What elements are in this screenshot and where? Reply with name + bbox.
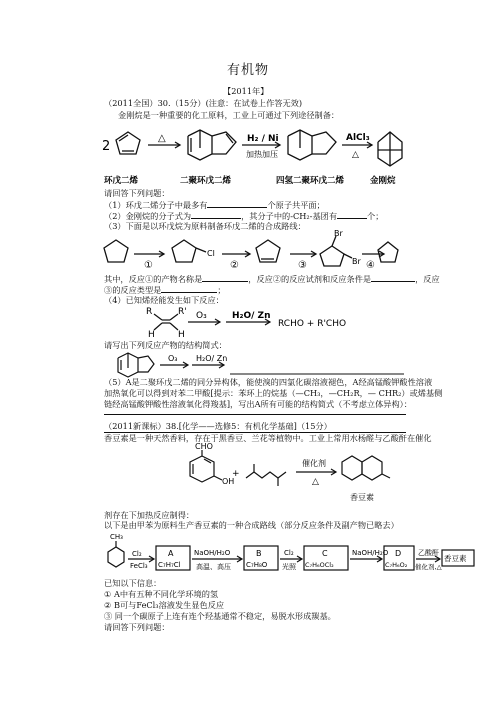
svg-text:光照: 光照 (282, 563, 296, 571)
label-cyclopentadiene: 环戊二烯 (104, 176, 139, 186)
svg-text:催化剂: 催化剂 (302, 459, 326, 468)
tetrahydrodicyclopentadiene-structure (288, 130, 336, 160)
q1-item3: （3）下面是以环戊烷为原料制备环戊二烯的合成路线： (104, 221, 306, 231)
q1-item4: （4）已知烯烃能发生如下反应： (104, 295, 224, 305)
q1-item5-line2: 加热氧化可以得到对苯二甲酸[提示：苯环上的烷基（—CH₃，—CH₂R，— CHR₂）或烯基侧 (104, 388, 443, 398)
label-dicyclopentadiene: 二聚环戊二烯 (180, 176, 232, 186)
svg-text:H₂O/ Zn: H₂O/ Zn (196, 354, 228, 363)
page-title: 有机物 (226, 63, 269, 78)
svg-text:H: H (178, 330, 185, 340)
svg-text:FeCl₃: FeCl₃ (130, 562, 148, 570)
label-adamantane: 金刚烷 (370, 176, 396, 186)
svg-text:Cl: Cl (207, 249, 215, 258)
svg-text:②: ② (230, 260, 239, 271)
q2-info2: ② B可与FeCl₃溶液发生显色反应 (104, 600, 225, 610)
adamantane-structure (378, 132, 402, 166)
svg-text:Cl₂: Cl₂ (284, 549, 294, 557)
svg-text:R': R' (178, 307, 187, 317)
svg-text:Br: Br (352, 257, 361, 266)
svg-text:C₇H₆OCl₂: C₇H₆OCl₂ (305, 561, 334, 569)
adamantane-synthesis-scheme (100, 120, 410, 190)
salicylaldehyde-structure (190, 456, 214, 482)
q2-intro: 香豆素是一种天然香料，存在于黑香豆、兰花等植物中。工业上常用水杨醛与乙酸酐在催化 (104, 433, 432, 443)
svg-text:NaOH/H₂O: NaOH/H₂O (194, 549, 231, 557)
ozonolysis-scheme (140, 304, 380, 340)
toluene-route-scheme (100, 530, 476, 578)
svg-text:香豆素: 香豆素 (444, 554, 467, 563)
svg-text:△: △ (312, 477, 319, 487)
svg-text:香豆素: 香豆素 (350, 493, 374, 502)
q2-known: 已知以下信息： (104, 578, 162, 588)
q1-item5-line1: （5）A是二聚环戊二烯的同分异构体，能使溴的四氯化碳溶液褪色，A经高锰酸钾酸性溶液 (104, 377, 433, 387)
svg-text:H₂O/ Zn: H₂O/ Zn (232, 311, 271, 321)
svg-text:NaOH/H₂O: NaOH/H₂O (352, 549, 389, 557)
svg-text:Cl₂: Cl₂ (132, 550, 142, 558)
q2-info3: ③ 同一个碳原子上连有连个羟基通常不稳定，易脱水形成羰基。 (104, 611, 336, 621)
svg-text:③: ③ (298, 260, 307, 271)
svg-text:+: + (232, 469, 240, 479)
q1-item4-question: 请写出下列反应产物的结构简式： (104, 340, 227, 350)
coumarin-synthesis-scheme (170, 442, 400, 508)
svg-text:D: D (395, 549, 402, 558)
svg-text:CH₃: CH₃ (110, 533, 123, 541)
svg-text:O₃: O₃ (168, 354, 178, 363)
toluene-structure (108, 547, 124, 567)
svg-text:Br: Br (334, 230, 343, 238)
q1-item3-question: 其中，反应①的产物名称是 ，反应②的反应试剂和反应条件是 ，反应 (104, 274, 440, 284)
svg-text:①: ① (144, 260, 153, 271)
dicyclopentadiene-structure (188, 130, 236, 160)
dcpd-ozonolysis-scheme (112, 350, 412, 378)
svg-text:A: A (168, 549, 174, 558)
q2-info1: ① A中有五种不同化学环境的氢 (104, 589, 219, 599)
svg-text:C₇H₈O: C₇H₈O (246, 561, 268, 569)
q1-answer-prompt: 请回答下列问题： (104, 188, 170, 198)
q2-line2: 剂存在下加热反应制得： (104, 510, 195, 520)
coefficient-2: 2 (102, 139, 111, 154)
q2-line3: 以下是由甲苯为原料生产香豆素的一种合成路线（部分反应条件及副产物已略去） (104, 520, 399, 530)
svg-text:H: H (148, 330, 155, 340)
coumarin-structure (342, 456, 390, 480)
q1-header: （2011全国）30.（15分）(注意：在试卷上作答无效) (104, 98, 303, 108)
svg-text:乙酸酐: 乙酸酐 (418, 549, 439, 557)
label-tetrahydro: 四氢二聚环戊二烯 (276, 176, 345, 186)
svg-text:OH: OH (222, 477, 235, 486)
q1-item2: （2）金刚烷的分子式为 ，其分子中的-CH₂-基团有 个； (104, 211, 384, 221)
svg-text:C₇H₆O₂: C₇H₆O₂ (385, 561, 408, 569)
svg-text:C₇H₇Cl: C₇H₇Cl (158, 561, 181, 569)
svg-text:④: ④ (366, 260, 375, 271)
q2-header: （2011新课标）38.[化学——选修5：有机化学基础]（15分） (104, 421, 332, 431)
svg-text:催化剂,△: 催化剂,△ (415, 563, 442, 571)
svg-text:CHO: CHO (195, 442, 213, 451)
cyclopentadiene-route-scheme (100, 230, 400, 274)
svg-text:C: C (322, 549, 328, 558)
q1-item5-line3: 链经高锰酸钾酸性溶液氧化得羧基]，写出A所有可能的结构简式（不考虑立体异构）： (104, 399, 412, 409)
year-tag: 【2011年】 (223, 86, 269, 96)
answer-line (104, 414, 406, 415)
acetic-anhydride-structure (246, 472, 286, 478)
svg-text:H₂ / Ni: H₂ / Ni (247, 134, 279, 144)
svg-text:AlCl₃: AlCl₃ (346, 133, 370, 143)
svg-text:R: R (146, 307, 153, 317)
svg-text:RCHO + R'CHO: RCHO + R'CHO (278, 319, 347, 329)
svg-text:O₃: O₃ (196, 311, 207, 321)
svg-text:高温、高压: 高温、高压 (196, 563, 231, 571)
svg-text:△: △ (352, 150, 359, 160)
q2-answer-prompt: 请回答下列问题： (104, 622, 170, 632)
svg-text:△: △ (158, 133, 166, 144)
svg-text:加热加压: 加热加压 (246, 150, 278, 159)
svg-text:B: B (256, 549, 262, 558)
q1-item3-question-2: ③的反应类型是 ； (104, 285, 226, 295)
q1-intro: 金刚烷是一种重要的化工原料，工业上可通过下列途径制备： (118, 110, 340, 120)
q1-item1: （1）环戊二烯分子中最多有 个原子共平面； (104, 200, 325, 210)
